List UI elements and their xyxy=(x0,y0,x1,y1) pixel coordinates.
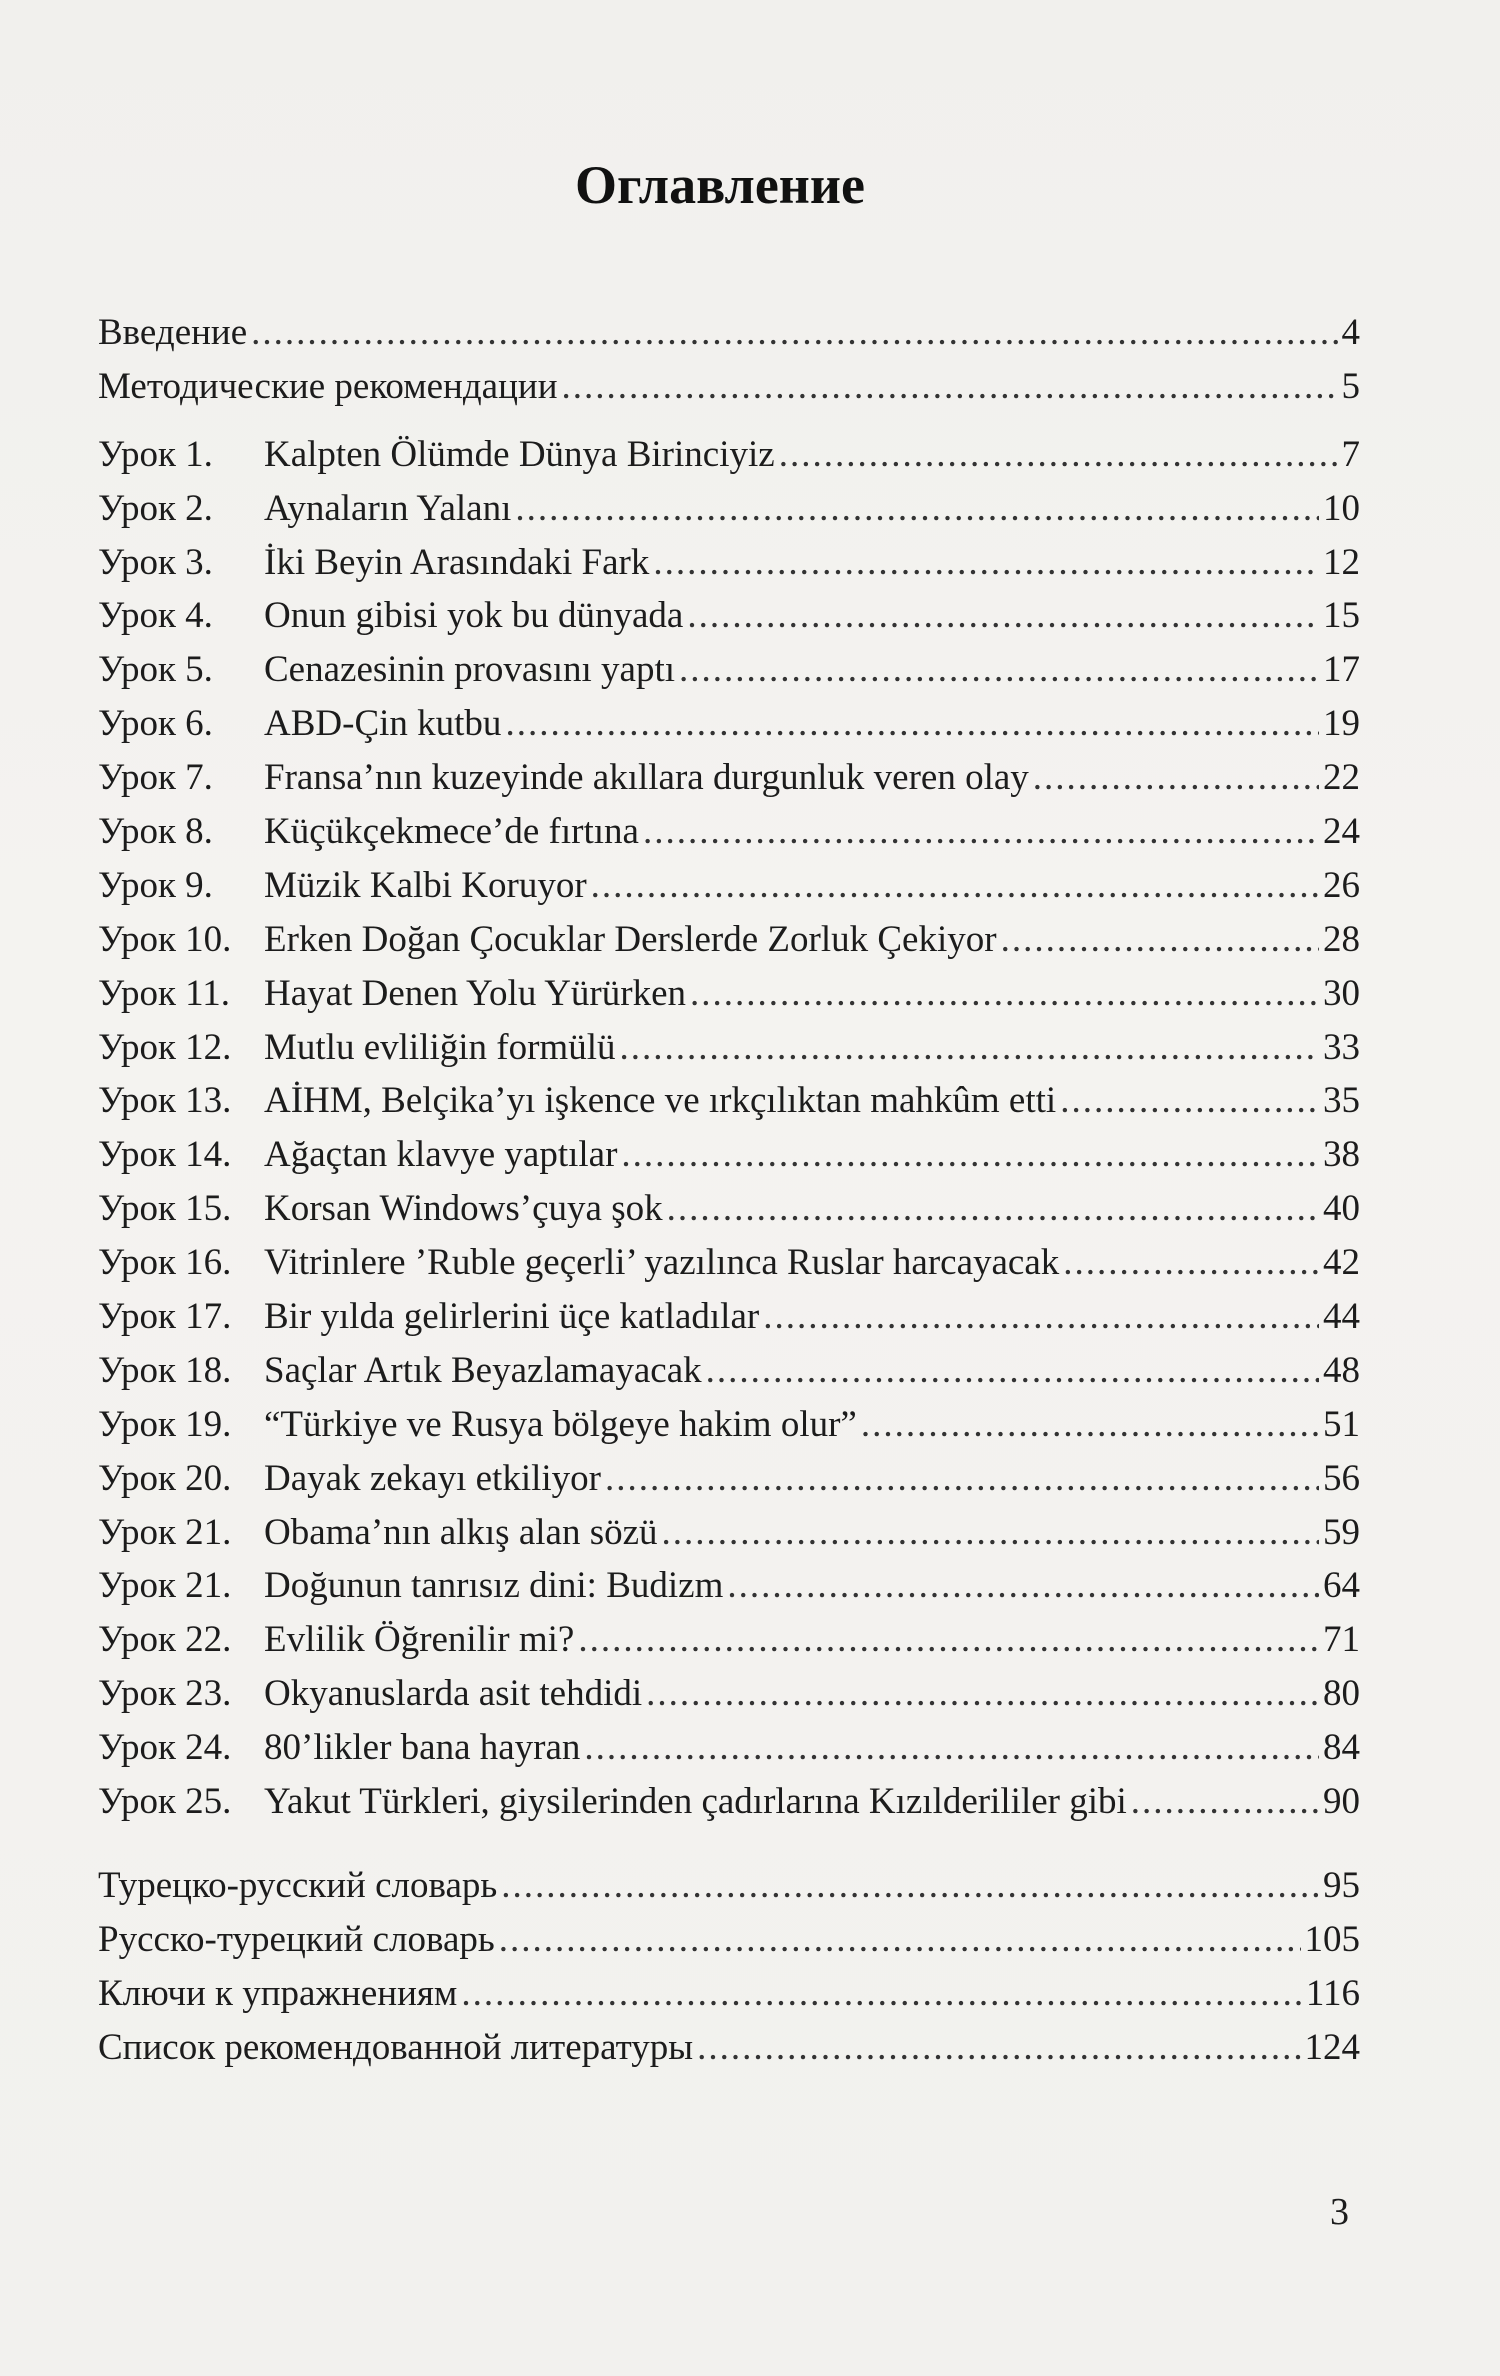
toc-entry-label: Русско-турецкий словарь xyxy=(98,1918,495,1960)
dot-leader xyxy=(505,697,1319,751)
lesson-title: 80’likler bana hayran xyxy=(264,1727,581,1769)
lesson-title: Onun gibisi yok bu dünyada xyxy=(264,595,684,637)
toc-entry-lesson[interactable] xyxy=(98,1236,1360,1290)
lesson-page: 38 xyxy=(1323,1134,1360,1176)
toc-entry-page: 95 xyxy=(1323,1864,1360,1906)
dot-leader xyxy=(667,1182,1319,1236)
lesson-number: Урок 6. xyxy=(98,703,213,745)
lesson-title: Küçükçekmece’de fırtına xyxy=(264,811,639,853)
lesson-page: 15 xyxy=(1323,595,1360,637)
lesson-page: 84 xyxy=(1323,1727,1360,1769)
lesson-page: 40 xyxy=(1323,1188,1360,1230)
lesson-title: İki Beyin Arasındaki Fark xyxy=(264,541,650,583)
toc-entry-lesson[interactable] xyxy=(98,536,1360,590)
lesson-title: Saçlar Artık Beyazlamayacak xyxy=(264,1349,702,1391)
dot-leader xyxy=(251,306,1337,360)
dot-leader xyxy=(706,1344,1319,1398)
toc-entry-page: 105 xyxy=(1304,1918,1360,1960)
dot-leader xyxy=(499,1913,1301,1967)
lesson-number: Урок 11. xyxy=(98,972,231,1014)
dot-leader xyxy=(515,482,1319,536)
lesson-page: 10 xyxy=(1323,487,1360,529)
toc-entry-lesson[interactable] xyxy=(98,1074,1360,1128)
dot-leader xyxy=(605,1452,1319,1506)
lesson-page: 56 xyxy=(1323,1457,1360,1499)
lesson-number: Урок 15. xyxy=(98,1188,232,1230)
toc-entry-page: 4 xyxy=(1341,312,1360,353)
lesson-number: Урок 17. xyxy=(98,1296,232,1338)
toc-entry-lesson[interactable] xyxy=(98,428,1360,482)
lesson-page: 59 xyxy=(1323,1511,1360,1553)
toc-entry-lesson[interactable] xyxy=(98,1344,1360,1398)
lesson-number: Урок 16. xyxy=(98,1242,232,1284)
lesson-title: Ağaçtan klavye yaptılar xyxy=(264,1134,618,1176)
lesson-title: Aynaların Yalanı xyxy=(264,487,512,529)
dot-leader xyxy=(619,1021,1319,1075)
dot-leader xyxy=(1063,1236,1319,1290)
section-gap xyxy=(98,414,1360,428)
lesson-page: 64 xyxy=(1323,1565,1360,1607)
dot-leader xyxy=(687,589,1319,643)
lesson-number: Урок 20. xyxy=(98,1457,232,1499)
lesson-number: Урок 23. xyxy=(98,1673,232,1715)
lesson-number: Урок 14. xyxy=(98,1134,232,1176)
lesson-page: 12 xyxy=(1323,541,1360,583)
lesson-number: Урок 1. xyxy=(98,433,213,475)
toc-entry-turkish-russian-dictionary[interactable] xyxy=(98,1859,1360,1913)
toc-entry-lesson[interactable] xyxy=(98,1506,1360,1560)
toc-entry-references[interactable] xyxy=(98,2021,1360,2075)
toc-entry-lesson[interactable] xyxy=(98,751,1360,805)
lesson-title: Müzik Kalbi Koruyor xyxy=(264,864,587,906)
toc-entry-lesson[interactable] xyxy=(98,1559,1360,1613)
lesson-number: Урок 21. xyxy=(98,1511,232,1553)
lesson-number: Урок 18. xyxy=(98,1349,232,1391)
toc-entry-label: Введение xyxy=(98,312,248,353)
lesson-number: Урок 25. xyxy=(98,1781,232,1823)
toc-entry-lesson[interactable] xyxy=(98,1613,1360,1667)
toc-entry-lesson[interactable] xyxy=(98,1775,1360,1829)
dot-leader xyxy=(1033,751,1319,805)
toc-entry-lesson[interactable] xyxy=(98,967,1360,1021)
page-number: 3 xyxy=(1330,2191,1349,2233)
lesson-number: Урок 19. xyxy=(98,1403,232,1445)
lesson-title: Doğunun tanrısız dini: Budizm xyxy=(264,1565,724,1607)
dot-leader xyxy=(763,1290,1319,1344)
lesson-title: Bir yılda gelirlerini üçe katladılar xyxy=(264,1296,760,1338)
lesson-page: 19 xyxy=(1323,703,1360,745)
toc-entry-lesson[interactable] xyxy=(98,1452,1360,1506)
lesson-page: 17 xyxy=(1323,649,1360,691)
toc-entry-lesson[interactable] xyxy=(98,1290,1360,1344)
lesson-number: Урок 21. xyxy=(98,1565,232,1607)
toc-entry-label: Турецко-русский словарь xyxy=(98,1864,498,1906)
toc-entry-page: 124 xyxy=(1304,2026,1360,2068)
lesson-number: Урок 13. xyxy=(98,1080,232,1122)
toc-entry-lesson[interactable] xyxy=(98,589,1360,643)
toc-entry-russian-turkish-dictionary[interactable] xyxy=(98,1913,1360,1967)
lesson-title: AİHM, Belçika’yı işkence ve ırkçılıktan mahkûm etti xyxy=(264,1080,1057,1122)
dot-leader xyxy=(727,1559,1319,1613)
toc-entry-page: 5 xyxy=(1341,365,1360,407)
toc-entry-lesson[interactable] xyxy=(98,805,1360,859)
table-of-contents xyxy=(98,306,1360,2075)
lesson-title: Mutlu evliliğin formülü xyxy=(264,1026,616,1068)
lesson-title: Evlilik Öğrenilir mi? xyxy=(264,1619,575,1661)
lesson-number: Урок 5. xyxy=(98,649,213,691)
toc-entry-label: Ключи к упражнениям xyxy=(98,1972,458,2014)
lesson-number: Урок 12. xyxy=(98,1026,232,1068)
toc-entry-lesson[interactable] xyxy=(98,1128,1360,1182)
dot-leader xyxy=(861,1398,1319,1452)
lesson-number: Урок 7. xyxy=(98,757,213,799)
toc-entry-lesson[interactable] xyxy=(98,482,1360,536)
dot-leader xyxy=(1131,1775,1319,1829)
dot-leader xyxy=(461,1967,1302,2021)
lesson-page: 30 xyxy=(1323,972,1360,1014)
dot-leader xyxy=(779,428,1338,482)
lesson-page: 7 xyxy=(1341,433,1360,475)
dot-leader xyxy=(643,805,1319,859)
lesson-title: ABD-Çin kutbu xyxy=(264,703,502,745)
toc-entry-lesson[interactable] xyxy=(98,1721,1360,1775)
toc-entry-lesson[interactable] xyxy=(98,1398,1360,1452)
lesson-title: Yakut Türkleri, giysilerinden çadırlarına Kızılderililer gibi xyxy=(264,1781,1127,1823)
lesson-page: 42 xyxy=(1323,1242,1360,1284)
dot-leader xyxy=(621,1128,1319,1182)
dot-leader xyxy=(562,360,1338,414)
lesson-number: Урок 22. xyxy=(98,1619,232,1661)
toc-entry-label: Методические рекомендации xyxy=(98,365,558,407)
lesson-page: 35 xyxy=(1323,1080,1360,1122)
toc-entry-introduction[interactable] xyxy=(98,306,1360,360)
dot-leader xyxy=(646,1667,1319,1721)
toc-entry-lesson[interactable] xyxy=(98,913,1360,967)
dot-leader xyxy=(662,1506,1319,1560)
lesson-number: Урок 8. xyxy=(98,811,213,853)
dot-leader xyxy=(690,967,1319,1021)
lesson-title: Vitrinlere ’Ruble geçerli’ yazılınca Ruslar harcayacak xyxy=(264,1242,1060,1284)
dot-leader xyxy=(697,2021,1300,2075)
toc-entry-lesson[interactable] xyxy=(98,1182,1360,1236)
dot-leader xyxy=(653,536,1319,590)
toc-entry-lesson[interactable] xyxy=(98,697,1360,751)
toc-entry-lesson[interactable] xyxy=(98,859,1360,913)
lesson-title: Hayat Denen Yolu Yürürken xyxy=(264,972,686,1014)
lesson-number: Урок 24. xyxy=(98,1727,232,1769)
lesson-title: Fransa’nın kuzeyinde akıllara durgunluk veren olay xyxy=(264,757,1029,799)
lesson-page: 24 xyxy=(1323,811,1360,853)
lesson-page: 90 xyxy=(1323,1781,1360,1823)
lesson-number: Урок 4. xyxy=(98,595,213,637)
lesson-page: 26 xyxy=(1323,864,1360,906)
lesson-title: Okyanuslarda asit tehdidi xyxy=(264,1673,643,1715)
lesson-title: Dayak zekayı etkiliyor xyxy=(264,1457,601,1499)
dot-leader xyxy=(584,1721,1319,1775)
toc-entry-page: 116 xyxy=(1305,1972,1360,2014)
dot-leader xyxy=(578,1613,1319,1667)
lesson-page: 28 xyxy=(1323,918,1360,960)
toc-entry-label: Список рекомендованной литературы xyxy=(98,2026,694,2068)
lesson-page: 51 xyxy=(1323,1403,1360,1445)
lesson-title: Kalpten Ölümde Dünya Birinciyiz xyxy=(264,433,775,475)
dot-leader xyxy=(1060,1074,1319,1128)
lesson-title: Korsan Windows’çuya şok xyxy=(264,1188,663,1230)
dot-leader xyxy=(501,1859,1319,1913)
lesson-title: Cenazesinin provasını yaptı xyxy=(264,649,676,691)
toc-entry-lesson[interactable] xyxy=(98,1667,1360,1721)
lesson-page: 80 xyxy=(1323,1673,1360,1715)
dot-leader xyxy=(1001,913,1319,967)
dot-leader xyxy=(679,643,1319,697)
toc-entry-recommendations[interactable] xyxy=(98,360,1360,414)
lesson-title: Obama’nın alkış alan sözü xyxy=(264,1511,658,1553)
lesson-page: 71 xyxy=(1323,1619,1360,1661)
toc-entry-answer-keys[interactable] xyxy=(98,1967,1360,2021)
lesson-list xyxy=(98,428,1360,1829)
toc-entry-lesson[interactable] xyxy=(98,643,1360,697)
lesson-number: Урок 10. xyxy=(98,918,232,960)
lesson-title: “Türkiye ve Rusya bölgeye hakim olur” xyxy=(264,1403,857,1445)
lesson-page: 48 xyxy=(1323,1349,1360,1391)
lesson-title: Erken Doğan Çocuklar Derslerde Zorluk Çekiyor xyxy=(264,918,997,960)
lesson-number: Урок 9. xyxy=(98,864,213,906)
dot-leader xyxy=(591,859,1319,913)
lesson-number: Урок 3. xyxy=(98,541,213,583)
lesson-number: Урок 2. xyxy=(98,487,213,529)
lesson-page: 44 xyxy=(1323,1296,1360,1338)
lesson-page: 22 xyxy=(1323,757,1360,799)
lesson-page: 33 xyxy=(1323,1026,1360,1068)
page-title: Оглавление xyxy=(575,155,865,216)
toc-entry-lesson[interactable] xyxy=(98,1021,1360,1075)
section-gap xyxy=(98,1829,1360,1859)
